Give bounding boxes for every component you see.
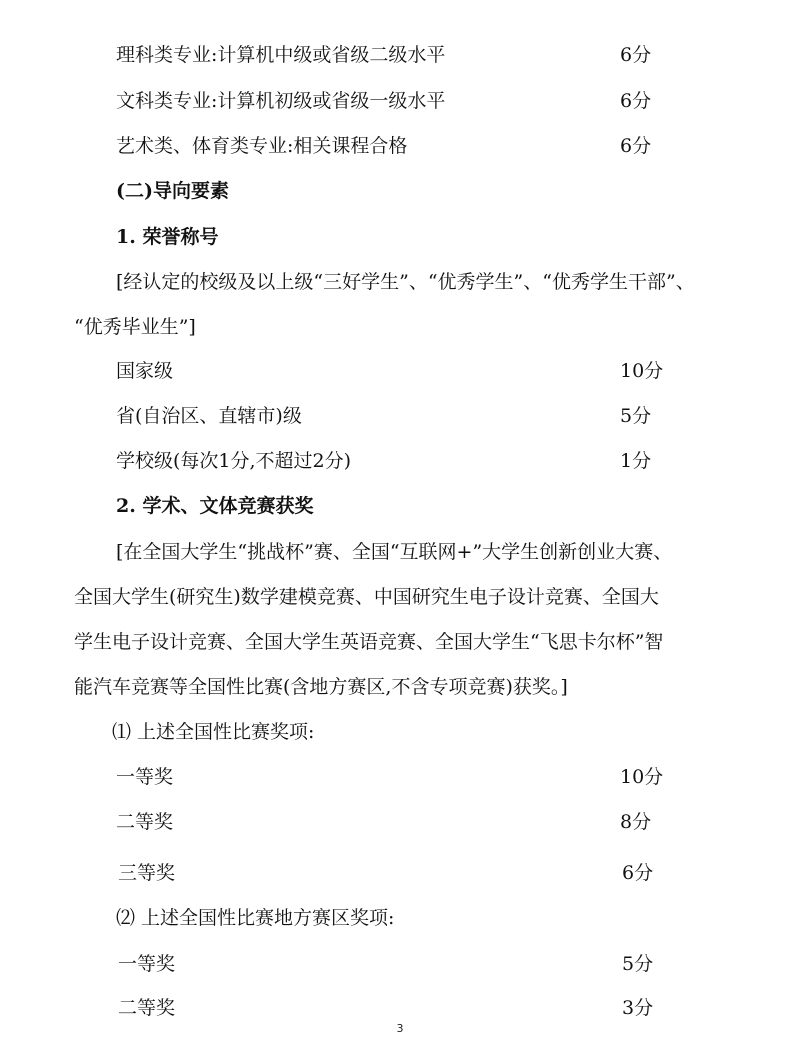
item-heading-competitions: 2. 学术、文体竞赛获奖 bbox=[116, 495, 314, 517]
subsection-heading-national: ⑴ 上述全国性比赛奖项: bbox=[112, 721, 315, 743]
row-art-sports-label: 艺术类、体育类专业:相关课程合格 bbox=[116, 135, 408, 157]
row-arts-label: 文科类专业:计算机初级或省级一级水平 bbox=[116, 90, 446, 112]
honors-row-provincial-label: 省(自治区、直辖市)级 bbox=[116, 405, 302, 427]
national-row-first-label: 一等奖 bbox=[116, 766, 174, 788]
honors-desc-line-2: “优秀毕业生”] bbox=[74, 316, 196, 338]
competitions-desc-line-2: 全国大学生(研究生)数学建模竞赛、中国研究生电子设计竞赛、全国大 bbox=[74, 586, 659, 608]
competitions-desc-line-1: [在全国大学生“挑战杯”赛、全国“互联网+”大学生创新创业大赛、 bbox=[116, 541, 673, 563]
page-number: 3 bbox=[396, 1022, 404, 1035]
row-arts-score: 6分 bbox=[620, 90, 652, 112]
honors-row-school-label: 学校级(每次1分,不超过2分) bbox=[116, 450, 352, 472]
subsection-heading-regional: ⑵ 上述全国性比赛地方赛区奖项: bbox=[116, 907, 395, 929]
honors-row-provincial-score: 5分 bbox=[620, 405, 652, 427]
honors-desc-line-1: [经认定的校级及以上级“三好学生”、“优秀学生”、“优秀学生干部”、 bbox=[116, 271, 695, 293]
national-row-third-score: 6分 bbox=[622, 862, 654, 884]
row-science-score: 6分 bbox=[620, 44, 652, 66]
competitions-desc-line-4: 能汽车竞赛等全国性比赛(含地方赛区,不含专项竞赛)获奖。] bbox=[74, 676, 568, 698]
regional-row-first-label: 一等奖 bbox=[118, 953, 176, 975]
regional-row-second-label: 二等奖 bbox=[118, 997, 176, 1019]
national-row-second-label: 二等奖 bbox=[116, 811, 174, 833]
row-art-sports-score: 6分 bbox=[620, 135, 652, 157]
national-row-second-score: 8分 bbox=[620, 811, 652, 833]
row-science-label: 理科类专业:计算机中级或省级二级水平 bbox=[116, 44, 446, 66]
honors-row-national-score: 10分 bbox=[620, 360, 664, 382]
honors-row-school-score: 1分 bbox=[620, 450, 652, 472]
regional-row-first-score: 5分 bbox=[622, 953, 654, 975]
honors-row-national-label: 国家级 bbox=[116, 360, 174, 382]
national-row-first-score: 10分 bbox=[620, 766, 664, 788]
section-heading-guidance: (二)导向要素 bbox=[116, 180, 229, 202]
competitions-desc-line-3: 学生电子设计竞赛、全国大学生英语竞赛、全国大学生“飞思卡尔杯”智 bbox=[74, 631, 664, 653]
national-row-third-label: 三等奖 bbox=[118, 862, 176, 884]
item-heading-honors: 1. 荣誉称号 bbox=[116, 226, 219, 248]
regional-row-second-score: 3分 bbox=[622, 997, 654, 1019]
